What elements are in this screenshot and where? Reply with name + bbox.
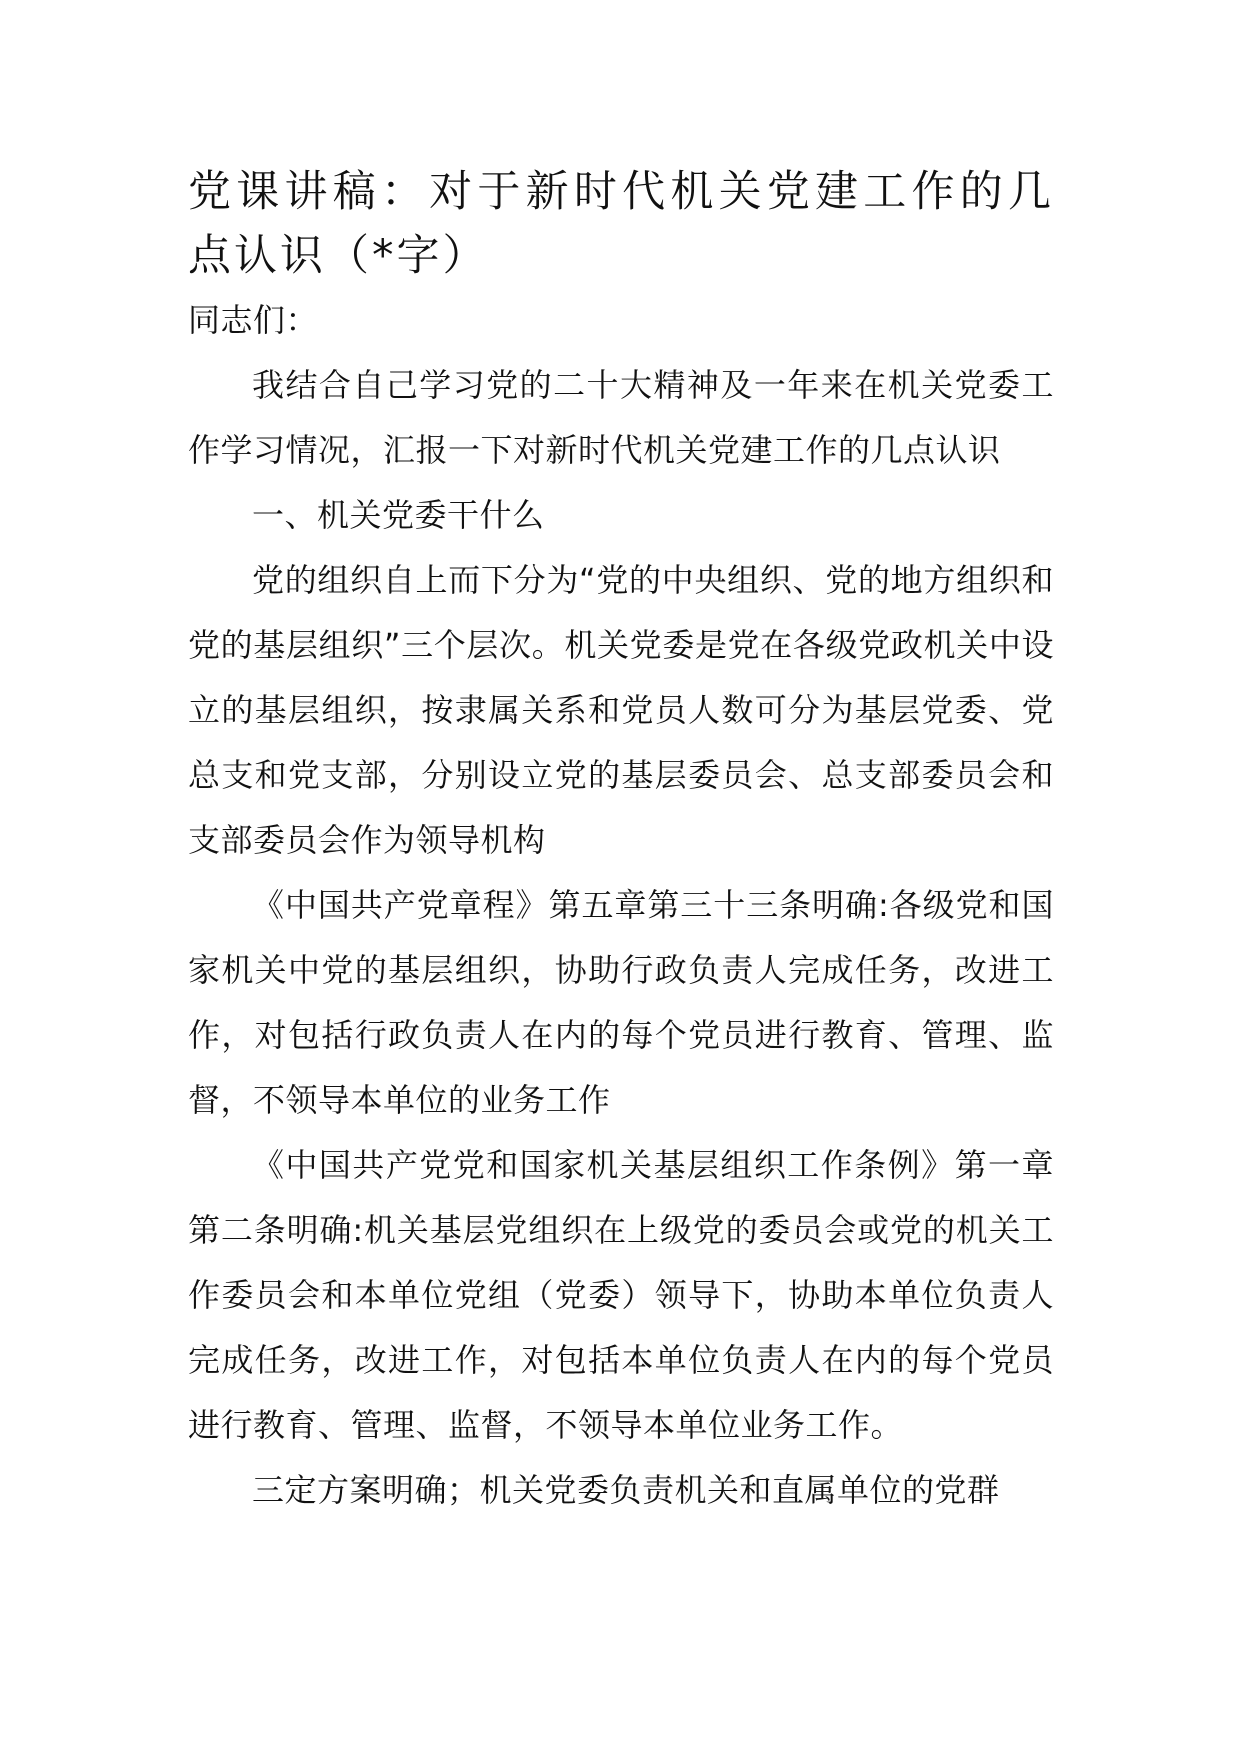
document-title: 党课讲稿：对于新时代机关党建工作的几点认识（*字）	[188, 167, 1054, 281]
document-body	[188, 160, 1054, 1523]
paragraph: 《中国共产党党和国家机关基层组织工作条例》第一章第二条明确:机关基层党组织在上级党的委员会或党的机关工作委员会和本单位党组（党委）领导下，协助本单位负责人完成任务，改进工作，对包括本单位负责人在内的每个党员进行教育、管理、监督，不领导本单位业务工作。	[188, 1146, 1054, 1444]
paragraph: 党的组织自上而下分为“党的中央组织、党的地方组织和党的基层组织”三个层次。机关党委是党在各级党政机关中设立的基层组织，按隶属关系和党员人数可分为基层党委、党总支和党支部，分别设立党的基层委员会、总支部委员会和支部委员会作为领导机构	[188, 561, 1054, 859]
paragraph: 三定方案明确；机关党委负责机关和直属单位的党群	[252, 1471, 1000, 1509]
paragraph-intro: 我结合自己学习党的二十大精神及一年来在机关党委工作学习情况，汇报一下对新时代机关党建工作的几点认识	[188, 366, 1054, 469]
paragraph: 《中国共产党章程》第五章第三十三条明确:各级党和国家机关中党的基层组织，协助行政负责人完成任务，改进工作，对包括行政负责人在内的每个党员进行教育、管理、监督，不领导本单位的业务工作	[188, 886, 1054, 1119]
section-heading: 一、机关党委干什么	[252, 496, 545, 534]
salutation: 同志们：	[188, 301, 319, 339]
